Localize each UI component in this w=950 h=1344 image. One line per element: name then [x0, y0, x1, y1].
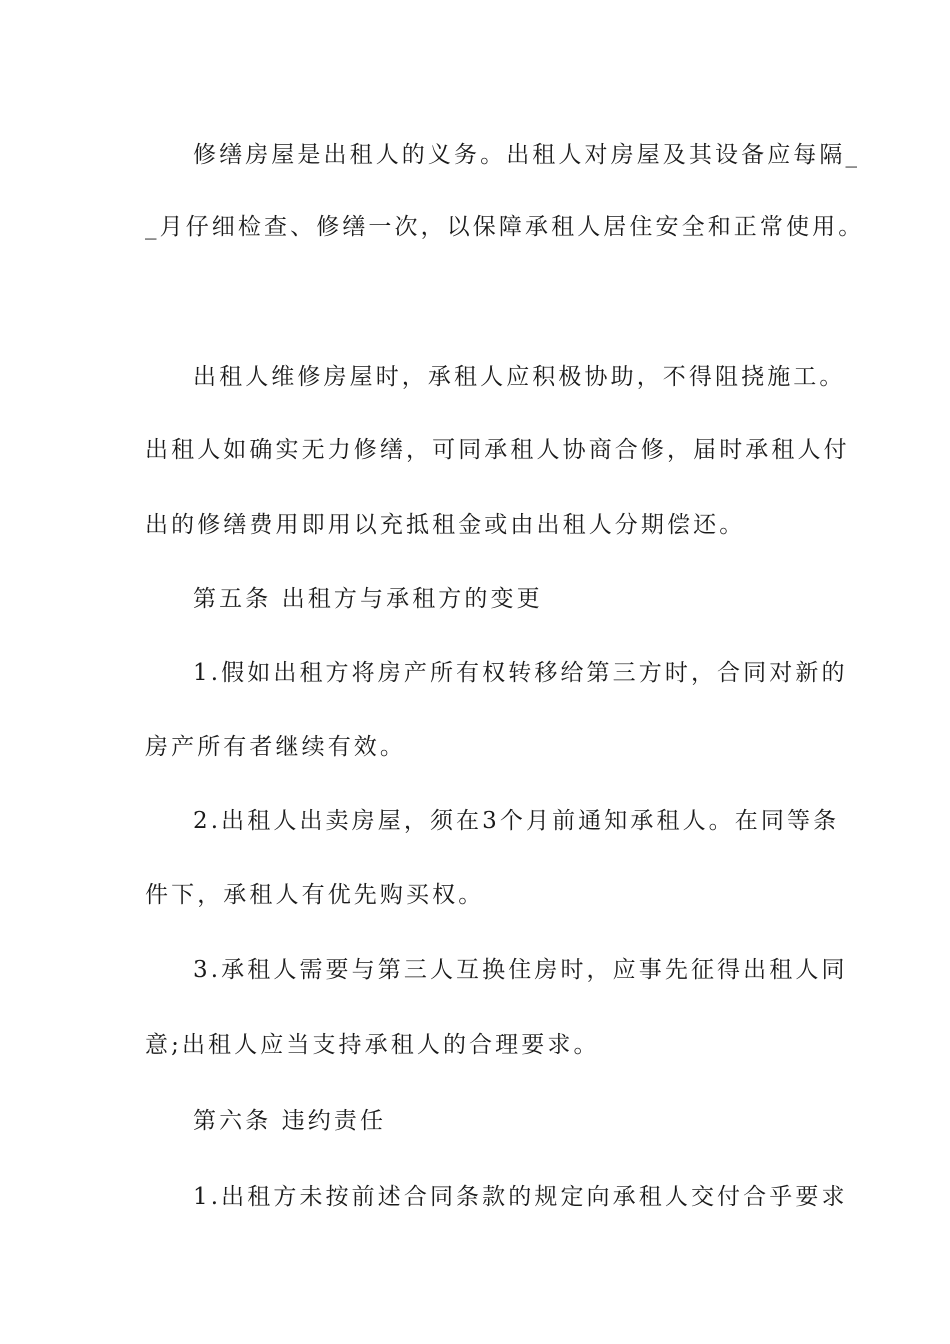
section-heading: 第六条 违约责任 [193, 1108, 387, 1134]
paragraph-line: 1.假如出租方将房产所有权转移给第三方时，合同对新的 [193, 660, 848, 686]
paragraph-line: 出租人维修房屋时，承租人应积极协助，不得阻挠施工。 [193, 364, 846, 390]
paragraph-line: 2.出租人出卖房屋，须在3个月前通知承租人。在同等条 [193, 808, 840, 834]
section-heading: 第五条 出租方与承租方的变更 [193, 586, 543, 612]
paragraph-line: 出的修缮费用即用以充抵租金或由出租人分期偿还。 [145, 512, 746, 538]
paragraph-line: 3.承租人需要与第三人互换住房时，应事先征得出租人同 [193, 957, 848, 983]
paragraph-line: 房产所有者继续有效。 [145, 734, 406, 760]
paragraph-line: 1.出租方未按前述合同条款的规定向承租人交付合乎要求 [193, 1184, 848, 1210]
paragraph-line: 意;出租人应当支持承租人的合理要求。 [145, 1032, 600, 1058]
paragraph-line: 出租人如确实无力修缮，可同承租人协商合修，届时承租人付 [145, 437, 850, 463]
paragraph-line: 件下，承租人有优先购买权。 [145, 882, 485, 908]
paragraph-line: _月仔细检查、修缮一次，以保障承租人居住安全和正常使用。 [145, 214, 865, 240]
paragraph-line: 修缮房屋是出租人的义务。出租人对房屋及其设备应每隔_ [193, 142, 861, 168]
